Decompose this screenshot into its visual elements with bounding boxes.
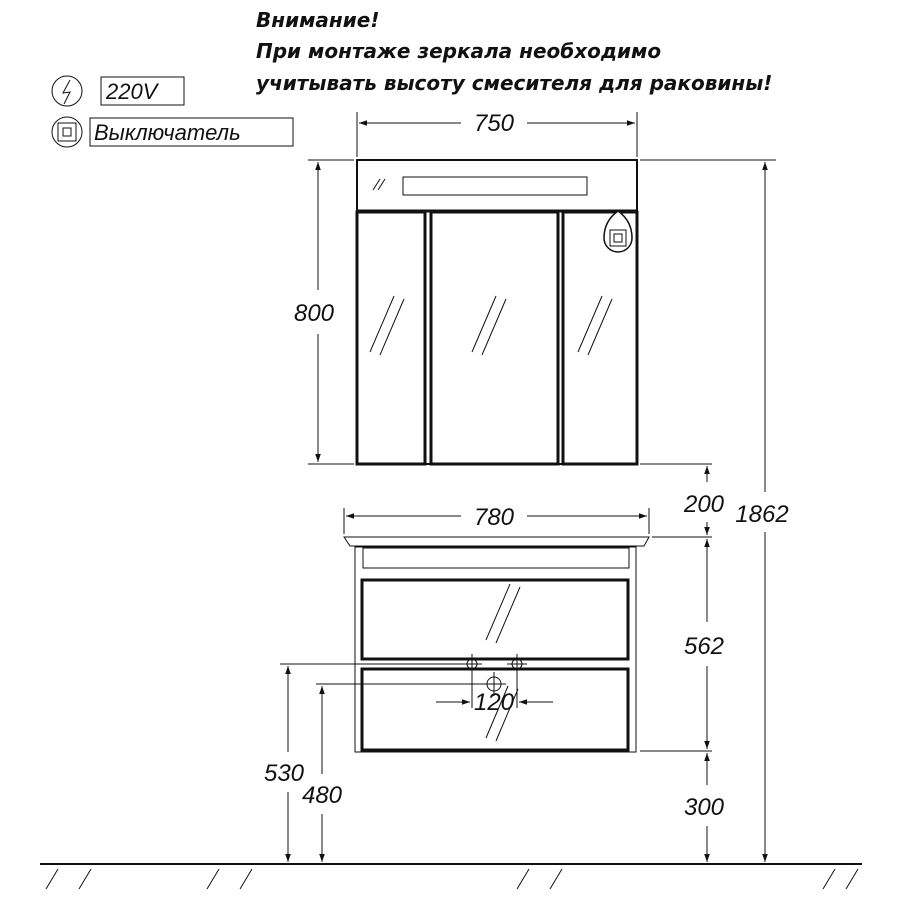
switch-label: Выключатель xyxy=(94,120,241,145)
mirror-cabinet xyxy=(357,160,637,464)
dim-mirror-width: 750 xyxy=(473,110,515,137)
dim-vanity-height: 562 xyxy=(683,633,725,660)
switch-marker-icon xyxy=(604,211,632,252)
power-icon xyxy=(52,76,82,106)
warning-line-2: При монтаже зеркала необходимо xyxy=(256,39,662,63)
warning-line-3: учитывать высоту смесителя для раковины! xyxy=(256,71,773,95)
dim-vanity-width: 780 xyxy=(473,504,515,531)
warning-title: Внимание! xyxy=(256,8,380,32)
dim-mirror-height: 800 xyxy=(293,300,335,327)
dim-total-height: 1862 xyxy=(735,501,789,528)
dim-gap-height: 200 xyxy=(683,491,725,518)
mirror-door-left xyxy=(357,212,425,464)
dim-height-530: 530 xyxy=(263,760,305,787)
dim-pipe-spacing: 120 xyxy=(473,689,515,716)
switch-icon xyxy=(52,117,82,147)
vanity-unit xyxy=(344,537,649,752)
dim-height-480: 480 xyxy=(301,782,343,809)
dim-mount-height: 300 xyxy=(683,794,725,821)
mirror-door-center xyxy=(431,212,558,464)
mirror-light xyxy=(403,177,587,195)
warning-note xyxy=(256,8,772,95)
floor-line xyxy=(40,864,862,889)
power-label: 220V xyxy=(106,79,158,104)
